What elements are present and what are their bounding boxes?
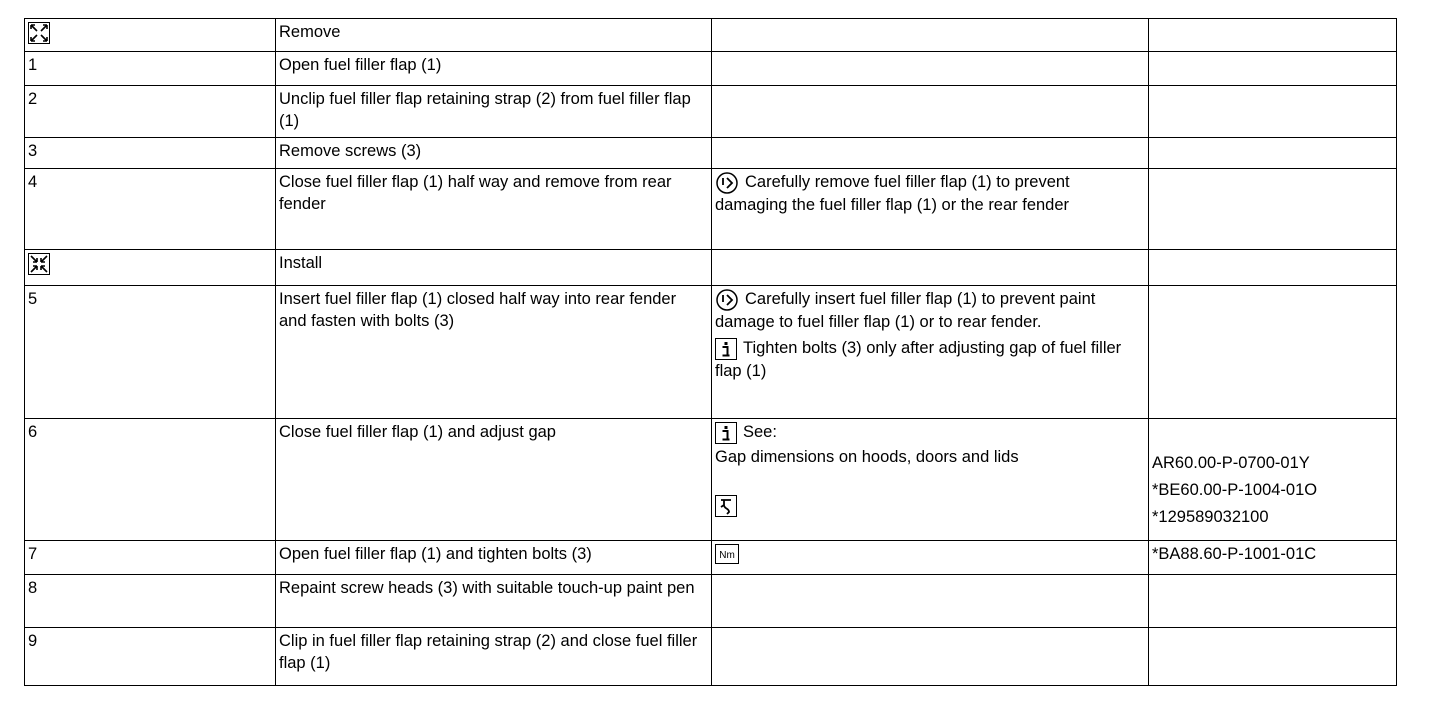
action-text: Install — [279, 254, 323, 272]
step-number: 4 — [28, 173, 38, 191]
action-cell — [276, 575, 712, 628]
reference-link[interactable]: AR60.00-P-0700-01Y — [1152, 454, 1310, 472]
step-cell — [25, 86, 276, 138]
table-row — [25, 250, 1397, 286]
notes-cell — [712, 138, 1149, 169]
step-number: 2 — [28, 90, 38, 108]
action-cell — [276, 628, 712, 686]
step-number: 3 — [28, 142, 38, 160]
step-cell — [25, 19, 276, 52]
caution-icon — [715, 289, 739, 311]
reference-link[interactable]: *129589032100 — [1152, 508, 1269, 526]
table-row — [25, 286, 1397, 419]
table-row — [25, 541, 1397, 575]
note — [715, 494, 1145, 517]
torque-nm-icon — [715, 544, 739, 564]
notes-cell — [712, 250, 1149, 286]
refs-cell — [1149, 541, 1397, 575]
step-cell — [25, 628, 276, 686]
notes-cell — [712, 86, 1149, 138]
refs-cell — [1149, 52, 1397, 86]
action-cell — [276, 19, 712, 52]
step-number: 8 — [28, 579, 38, 597]
note — [715, 288, 1145, 333]
step-number: 1 — [28, 56, 38, 74]
step-cell — [25, 169, 276, 250]
table-row — [25, 138, 1397, 169]
action-cell — [276, 169, 712, 250]
refs-cell — [1149, 419, 1397, 541]
refs-cell — [1149, 250, 1397, 286]
table-row — [25, 169, 1397, 250]
step-cell — [25, 286, 276, 419]
table-row — [25, 575, 1397, 628]
action-text: Clip in fuel filler flap retaining strap (2) and close fuel filler flap (1) — [279, 632, 698, 672]
table-row — [25, 628, 1397, 686]
notes-cell — [712, 169, 1149, 250]
step-number: 5 — [28, 290, 38, 308]
step-cell — [25, 419, 276, 541]
step-cell — [25, 52, 276, 86]
refs-cell — [1149, 169, 1397, 250]
action-cell — [276, 286, 712, 419]
step-cell — [25, 575, 276, 628]
refs-cell — [1149, 19, 1397, 52]
note — [715, 337, 1145, 382]
procedure-table — [24, 18, 1397, 686]
action-text: Close fuel filler flap (1) half way and remove from rear fender — [279, 173, 672, 213]
table-row — [25, 419, 1397, 541]
table-row — [25, 52, 1397, 86]
action-cell — [276, 541, 712, 575]
note-text: Carefully insert fuel filler flap (1) to prevent paint damage to fuel filler flap (1) or to rear fender. — [715, 290, 1096, 331]
action-cell — [276, 250, 712, 286]
step-number: 7 — [28, 545, 38, 563]
refs-cell — [1149, 138, 1397, 169]
note-text: Carefully remove fuel filler flap (1) to prevent damaging the fuel filler flap (1) or the rear fender — [715, 173, 1070, 214]
refs-cell — [1149, 86, 1397, 138]
action-text: Insert fuel filler flap (1) closed half way into rear fender and fasten with bolts (3) — [279, 290, 677, 330]
refs-cell — [1149, 575, 1397, 628]
action-text: Open fuel filler flap (1) — [279, 56, 442, 74]
notes-cell — [712, 419, 1149, 541]
reference-link[interactable]: *BA88.60-P-1001-01C — [1152, 545, 1317, 563]
notes-cell — [712, 52, 1149, 86]
notes-cell — [712, 541, 1149, 575]
action-cell — [276, 52, 712, 86]
step-cell — [25, 541, 276, 575]
special-tool-icon — [715, 495, 737, 517]
action-text: Unclip fuel filler flap retaining strap (2) from fuel filler flap (1) — [279, 90, 691, 130]
torque-label: Nm — [719, 550, 735, 561]
table-row — [25, 86, 1397, 138]
step-number: 9 — [28, 632, 38, 650]
notes-cell — [712, 19, 1149, 52]
refs-cell — [1149, 628, 1397, 686]
notes-cell — [712, 628, 1149, 686]
step-cell — [25, 250, 276, 286]
caution-icon — [715, 172, 739, 194]
reference-link[interactable]: *BE60.00-P-1004-01O — [1152, 481, 1318, 499]
info-icon — [715, 338, 737, 360]
action-text: Close fuel filler flap (1) and adjust gap — [279, 423, 556, 441]
action-cell — [276, 419, 712, 541]
notes-cell — [712, 286, 1149, 419]
remove-icon — [28, 22, 50, 44]
action-text: Repaint screw heads (3) with suitable touch-up paint pen — [279, 579, 695, 597]
note-text: See: — [743, 423, 777, 441]
note-text: Tighten bolts (3) only after adjusting gap of fuel filler flap (1) — [715, 339, 1122, 380]
refs-cell — [1149, 286, 1397, 419]
notes-cell — [712, 575, 1149, 628]
table-row — [25, 19, 1397, 52]
action-text: Remove — [279, 23, 341, 41]
action-cell — [276, 138, 712, 169]
step-number: 6 — [28, 423, 38, 441]
note — [715, 421, 1145, 444]
install-icon — [28, 253, 50, 275]
action-cell — [276, 86, 712, 138]
info-icon — [715, 422, 737, 444]
step-cell — [25, 138, 276, 169]
gap-dimensions-link[interactable]: Gap dimensions on hoods, doors and lids — [715, 448, 1019, 466]
action-text: Open fuel filler flap (1) and tighten bolts (3) — [279, 545, 592, 563]
action-text: Remove screws (3) — [279, 142, 422, 160]
